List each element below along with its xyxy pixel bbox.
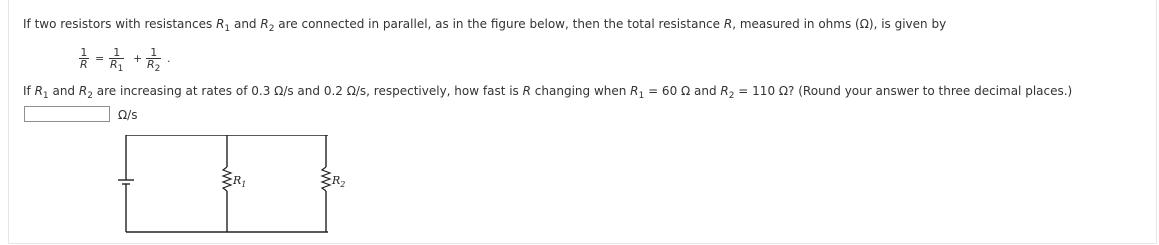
equals-sign: = <box>95 52 105 65</box>
answer-unit: Ω/s <box>118 108 138 122</box>
resistor-r2-symbol <box>322 167 330 191</box>
resistor-r1-symbol <box>223 167 231 191</box>
question-intro: If two resistors with resistances $R_1$ and $R_2$ are connected in parallel, as in the figure below, then the total resistance R, measured in ohms (Ω), is given by <box>23 17 947 34</box>
plus-sign: + <box>133 52 143 65</box>
period: . <box>167 52 171 65</box>
fraction-one-over-r2: $\frac{1}{R_2}$ <box>147 46 161 74</box>
resistor-r2-label: $R_2$ <box>332 174 346 189</box>
answer-input[interactable] <box>24 106 110 122</box>
resistor-r1-label: $R_1$ <box>233 174 247 189</box>
question-prompt: If $R_1$ and $R_2$ are increasing at rates of 0.3 Ω/s and 0.2 Ω/s, respectively, how fast is R changing when $R_1 = 60$ Ω and $R_2 = 110$ Ω? (Round your answer to three decimal places.) <box>23 84 1073 101</box>
parallel-circuit-diagram <box>110 135 370 235</box>
fraction-one-over-r1: $\frac{1}{R_1}$ <box>110 46 124 74</box>
fraction-one-over-r: $\frac{1}{R}$ <box>80 46 88 71</box>
